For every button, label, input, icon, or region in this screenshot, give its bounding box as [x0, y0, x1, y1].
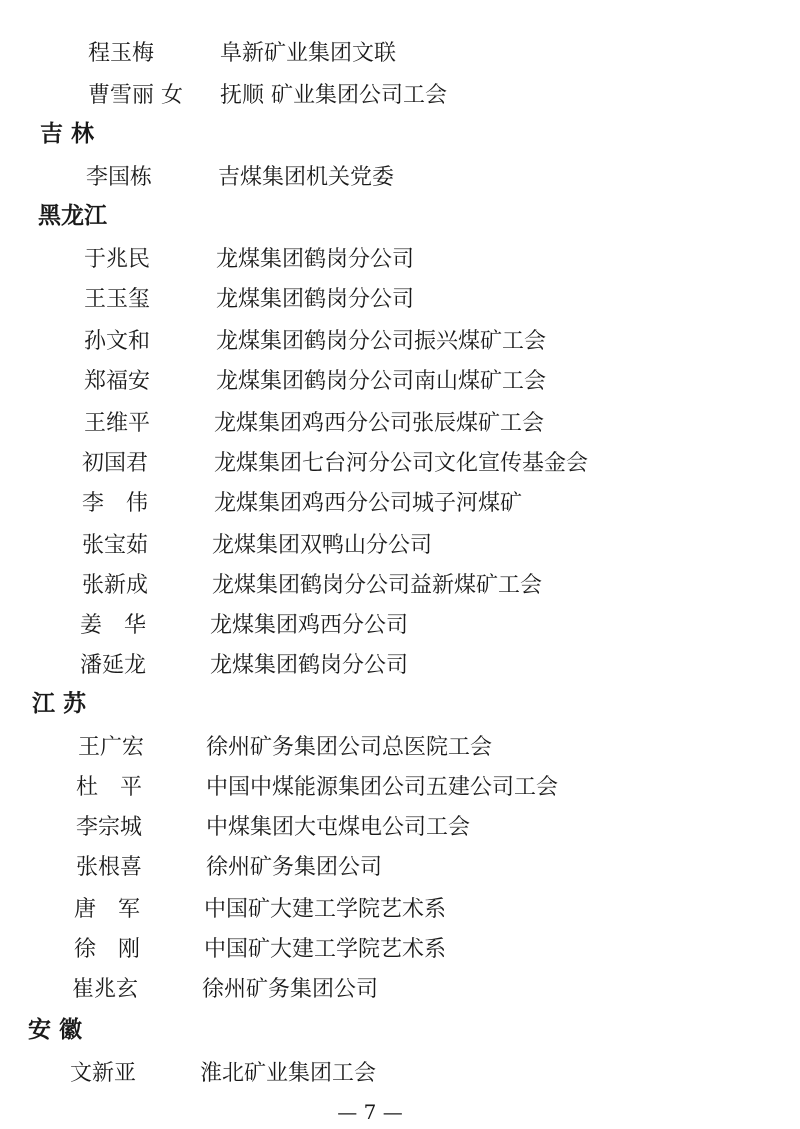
- member-name: 曹雪丽 女: [88, 83, 183, 108]
- member-name: 李 伟: [82, 491, 149, 516]
- member-name: 李国栋: [86, 165, 153, 190]
- member-organization: 吉煤集团机关党委: [218, 165, 395, 190]
- member-organization: 徐州矿务集团公司: [206, 855, 383, 880]
- member-organization: 龙煤集团双鸭山分公司: [212, 533, 433, 558]
- member-organization: 淮北矿业集团工会: [200, 1061, 377, 1086]
- member-organization: 龙煤集团鹤岗分公司: [216, 247, 415, 272]
- member-organization: 龙煤集团鹤岗分公司振兴煤矿工会: [216, 329, 547, 354]
- province-heading: 黑龙江: [38, 203, 107, 229]
- member-name: 文新亚: [70, 1061, 137, 1086]
- member-name: 孙文和: [84, 329, 151, 354]
- member-organization: 中国中煤能源集团公司五建公司工会: [206, 775, 559, 800]
- province-heading: 江 苏: [32, 691, 87, 717]
- member-name: 王广宏: [78, 735, 145, 760]
- member-organization: 阜新矿业集团文联: [220, 41, 397, 66]
- member-name: 郑福安: [84, 369, 151, 394]
- member-name: 于兆民: [84, 247, 151, 272]
- member-organization: 中国矿大建工学院艺术系: [204, 937, 447, 962]
- member-name: 张新成: [82, 573, 149, 598]
- member-organization: 龙煤集团鹤岗分公司: [216, 287, 415, 312]
- member-name: 初国君: [82, 451, 149, 476]
- member-organization: 龙煤集团鹤岗分公司: [210, 653, 409, 678]
- member-name: 杜 平: [76, 775, 143, 800]
- member-organization: 龙煤集团鸡西分公司: [210, 613, 409, 638]
- member-name: 王维平: [84, 411, 151, 436]
- member-name: 潘延龙: [80, 653, 147, 678]
- province-heading: 安 徽: [28, 1017, 83, 1043]
- member-name: 张根喜: [76, 855, 143, 880]
- member-organization: 抚顺 矿业集团公司工会: [220, 83, 447, 108]
- member-organization: 徐州矿务集团公司: [202, 977, 379, 1002]
- member-organization: 龙煤集团鹤岗分公司南山煤矿工会: [216, 369, 547, 394]
- member-organization: 龙煤集团鸡西分公司张辰煤矿工会: [214, 411, 545, 436]
- member-organization: 龙煤集团鸡西分公司城子河煤矿: [214, 491, 523, 516]
- member-name: 唐 军: [74, 897, 141, 922]
- province-heading: 吉 林: [40, 121, 95, 147]
- member-organization: 中煤集团大屯煤电公司工会: [206, 815, 471, 840]
- member-name: 姜 华: [80, 613, 147, 638]
- member-name: 张宝茹: [82, 533, 149, 558]
- member-name: 徐 刚: [74, 937, 141, 962]
- member-organization: 龙煤集团七台河分公司文化宣传基金会: [214, 451, 589, 476]
- member-organization: 徐州矿务集团公司总医院工会: [206, 735, 493, 760]
- member-organization: 中国矿大建工学院艺术系: [204, 897, 447, 922]
- member-name: 李宗城: [76, 815, 143, 840]
- member-name: 王玉玺: [84, 287, 151, 312]
- member-name: 程玉梅: [88, 41, 155, 66]
- member-name: 崔兆玄: [72, 977, 139, 1002]
- page-number: — 7 —: [337, 1100, 403, 1124]
- member-organization: 龙煤集团鹤岗分公司益新煤矿工会: [212, 573, 543, 598]
